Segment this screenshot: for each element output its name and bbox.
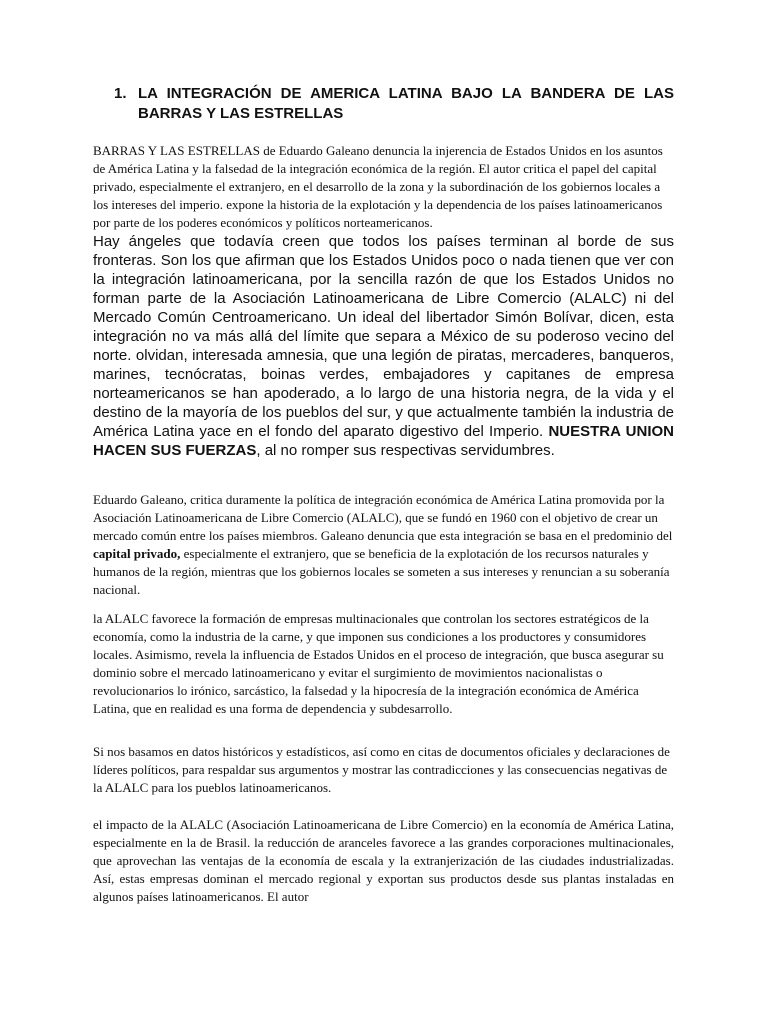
paragraph-critique bbox=[93, 491, 674, 599]
critique-bold-term: capital privado, bbox=[93, 546, 181, 561]
heading-number: 1. bbox=[114, 85, 127, 102]
quote-tail: , al no romper sus respectivas servidumbres. bbox=[256, 442, 555, 459]
paragraph-quote bbox=[93, 232, 674, 460]
paragraph-summary: BARRAS Y LAS ESTRELLAS de Eduardo Galeano denuncia la injerencia de Estados Unidos en los asuntos de América Latina y la falsedad de la integración económica de la región. El autor critica el papel del capital privado, especialmente el extranjero, en el desarrollo de la zona y la subordinación de los gobiernos locales a los intereses del imperio. expone la historia de la explotación y la dependencia de los países latinoamericanos por parte de los poderes económicos y políticos norteamericanos. bbox=[93, 143, 663, 230]
quote-bold-phrase: NUESTRA UNION HACEN SUS FUERZAS bbox=[93, 423, 674, 459]
critique-text-start: Eduardo Galeano, critica duramente la política de integración económica de América Latina promovida por la Asociación Latinoamericana de Libre Comercio (ALALC), que se fundó en 1960 con el objetivo de crear un mercado común entre los países miembros. Galeano denuncia que esta integración se basa en el predominio del bbox=[93, 492, 673, 543]
heading-title: LA INTEGRACIÓN DE AMERICA LATINA BAJO LA BANDERA DE LAS BARRAS Y LAS ESTRELLAS bbox=[138, 85, 674, 122]
paragraph-multinationals: la ALALC favorece la formación de empresas multinacionales que controlan los sectores estratégicos de la economía, como la industria de la carne, y que imponen sus condiciones a los productores y consumidores locales. Asimismo, revela la influencia de Estados Unidos en el proceso de integración, que busca asegurar su dominio sobre el mercado latinoamericano y evitar el surgimiento de movimientos nacionalistas o revolucionarios lo irónico, sarcástico, la falsedad y la hipocresía de la integración económica de América Latina, que en realidad es una forma de dependencia y subdesarrollo. bbox=[93, 611, 664, 716]
paragraph-evidence: Si nos basamos en datos históricos y estadísticos, así como en citas de documentos oficiales y declaraciones de líderes políticos, para respaldar sus argumentos y mostrar las contradicciones y las consecuencias negativas de la ALALC para los pueblos latinoamericanos. bbox=[93, 744, 670, 795]
critique-text-end: especialmente el extranjero, que se beneficia de la explotación de los recursos naturales y humanos de la región, mientras que los gobiernos locales se someten a sus intereses y renuncian a su soberanía nacional. bbox=[93, 546, 670, 597]
quote-text: Hay ángeles que todavía creen que todos los países terminan al borde de sus fronteras. Son los que afirman que los Estados Unidos poco o nada tienen que ver con la integración latinoamericana, por la sencilla razón de que los Estados Unidos no forman parte de la Asociación Latinoamericana de Libre Comercio (ALALC) ni del Mercado Común Centroamericano. Un ideal del libertador Simón Bolívar, dicen, esta integración no va más allá del límite que separa a México de su poderoso vecino del norte. olvidan, interesada amnesia, que una legión de piratas, mercaderes, banqueros, marines, tecnócratas, boinas verdes, embajadores y capitanes de empresa norteamericanos se han apoderado, a lo largo de una historia negra, de la vida y el destino de la mayoría de los pueblos del sur, y que actualmente también la industria de América Latina yace en el fondo del aparato digestivo del Imperio. bbox=[93, 233, 674, 440]
paragraph-impact: el impacto de la ALALC (Asociación Latinoamericana de Libre Comercio) en la economía de América Latina, especialmente en la de Brasil. la reducción de aranceles favorece a las grandes corporaciones multinacionales, que aprovechan las ventajas de la economía de escala y la extranjerización de las ciudades industrializadas. Así, estas empresas dominan el mercado regional y exportan sus productos desde sus plantas instaladas en algunos países latinoamericanos. El autor bbox=[93, 817, 674, 904]
section-heading bbox=[114, 84, 674, 124]
